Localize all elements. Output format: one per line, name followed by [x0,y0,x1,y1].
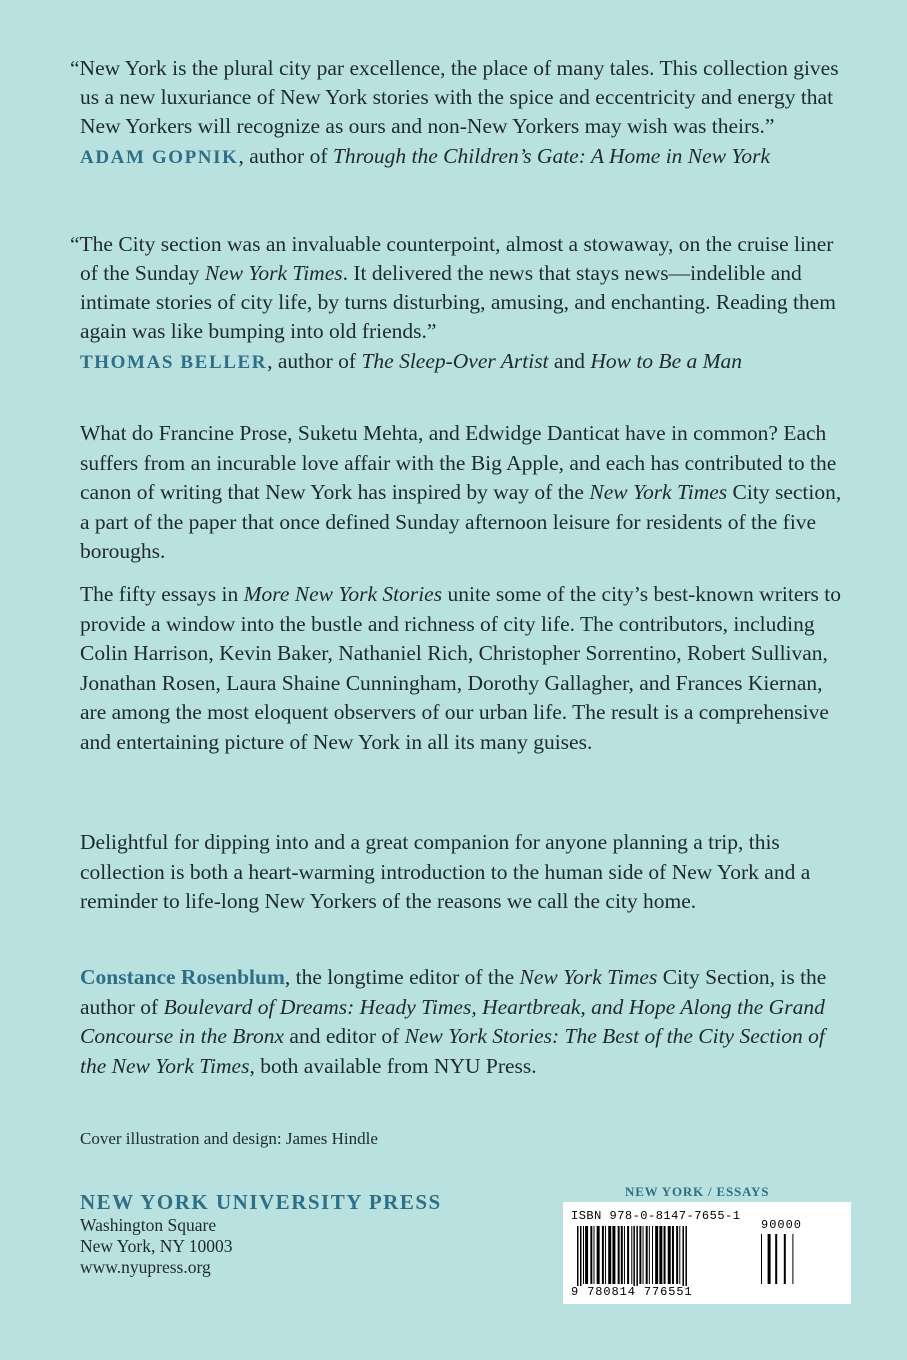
description-paragraph-1: What do Francine Prose, Suketu Mehta, and Edwidge Danticat have in common? Each suffers from an incurable love affair with the Big Apple, and each has contributed to the canon of writing that New York has inspired by way of the New York Times City section, a part of the paper that once defined Sunday afternoon leisure for residents of the five boroughs. [80,421,842,563]
barcode-bar [652,1226,653,1284]
isbn-text: ISBN 978-0-8147-7655-1 [571,1209,741,1223]
editor-bio: Constance Rosenblum, the longtime editor of the New York Times City Section, is the author of Boulevard of Dreams: Heady Times, Heartbreak, and Hope Along the Grand Concourse in the Bronx and editor of New York Stories: The Best of the City Section of the New York Times, both available from NYU Press. [80,965,827,1078]
barcode-bar [639,1226,641,1284]
barcode-bar [618,1226,620,1284]
barcode-bar [784,1234,786,1284]
barcode-bar [682,1226,684,1286]
barcode-bar [590,1226,592,1284]
barcode-bar [594,1226,595,1284]
barcode-bar [631,1226,632,1284]
barcode-bar [679,1226,680,1284]
publisher-website: www.nyupress.org [80,1257,211,1277]
barcode-bar [676,1226,678,1284]
quote-beller [70,230,850,377]
quote-author-name: ADAM GOPNIK [80,147,239,168]
quote-text: “New York is the plural city par excellence, the place of many tales. This collection gives us a new luxuriance of New York stories with the spice and eccentricity and energy that New Yorkers will recognize as ours and non-New Yorkers may wish was theirs.” [70,56,839,138]
barcode-bar [608,1226,611,1284]
publisher-block [80,1190,442,1278]
barcode-bar [643,1226,644,1284]
barcode-digits: 9 780814 776551 [571,1285,693,1299]
barcode-bar [624,1226,625,1284]
barcode-bar [612,1226,615,1284]
barcode-bar [668,1226,671,1284]
quote-work-title: Through the Children’s Gate: A Home in New York [332,144,771,168]
barcode-bar [792,1234,793,1284]
barcode-bar [580,1226,582,1286]
description-paragraph-2: The fifty essays in More New York Stories unite some of the city’s best-known writers to provide a window into the bustle and richness of city life. The contributors, including Colin Harrison, Kevin Baker, Nathaniel Rich, Christopher Sorrentino, Robert Sullivan, Jonathan Rosen, Laura Shaine Cunningham, Dorothy Gallagher, and Frances Kiernan, are among the most eloquent observers of our urban life. The result is a comprehensive and entertaining picture of New York in all its many guises. [80,582,841,754]
barcode-bar [646,1226,648,1284]
isbn-barcode [563,1202,851,1304]
quote-work-title: The Sleep-Over Artist [361,349,549,373]
barcode-bar [633,1226,635,1286]
quote-work-title: How to Be a Man [590,349,743,373]
barcode-bar [627,1226,629,1284]
barcode-bar [621,1226,623,1284]
barcode-bar [664,1226,666,1284]
quote-attribution: THOMAS BELLER, author of The Sleep-Over Artist and How to Be a Man [80,349,743,373]
cover-credit: Cover illustration and design: James Hindle [80,1129,378,1148]
barcode-bar [685,1226,687,1286]
barcode-bar [655,1226,658,1284]
quote-author-name: THOMAS BELLER [80,352,268,373]
barcode-bar [775,1234,777,1284]
barcode-bar [602,1226,604,1284]
publisher-name: NEW YORK UNIVERSITY PRESS [80,1190,442,1214]
category-label: NEW YORK / ESSAYS [625,1184,770,1199]
barcode-bar [768,1234,771,1284]
barcode-bar [636,1226,638,1286]
barcode-bar [761,1234,762,1284]
barcode-bar [659,1226,662,1284]
quote-gopnik [70,54,850,172]
quote-text: “The City section was an invaluable counterpoint, almost a stowaway, on the cruise liner of the Sunday New York Times. It delivered the news that stays news—indelible and intimate stories of city life, by turns disturbing, amusing, and enchanting. Reading them again was like bumping into old friends.” [70,232,836,343]
barcode-bar [577,1226,579,1286]
barcode-bar [597,1226,600,1284]
barcode-bar [585,1226,588,1284]
quote-attribution: ADAM GOPNIK, author of Through the Children’s Gate: A Home in New York [80,144,771,168]
barcode-bar [672,1226,674,1284]
publisher-address-line: Washington Square [80,1215,217,1235]
description-paragraph-3: Delightful for dipping into and a great companion for anyone planning a trip, this collection is both a heart-warming introduction to the human side of New York and a reminder to life-long New Yorkers of the reasons we call the city home. [80,830,811,913]
barcode-bar [649,1226,650,1284]
barcode-bar [605,1226,606,1284]
barcode-bar [583,1226,584,1284]
publisher-address-line: New York, NY 10003 [80,1236,233,1256]
price-code: 90000 [761,1218,803,1232]
editor-name: Constance Rosenblum [80,965,285,989]
